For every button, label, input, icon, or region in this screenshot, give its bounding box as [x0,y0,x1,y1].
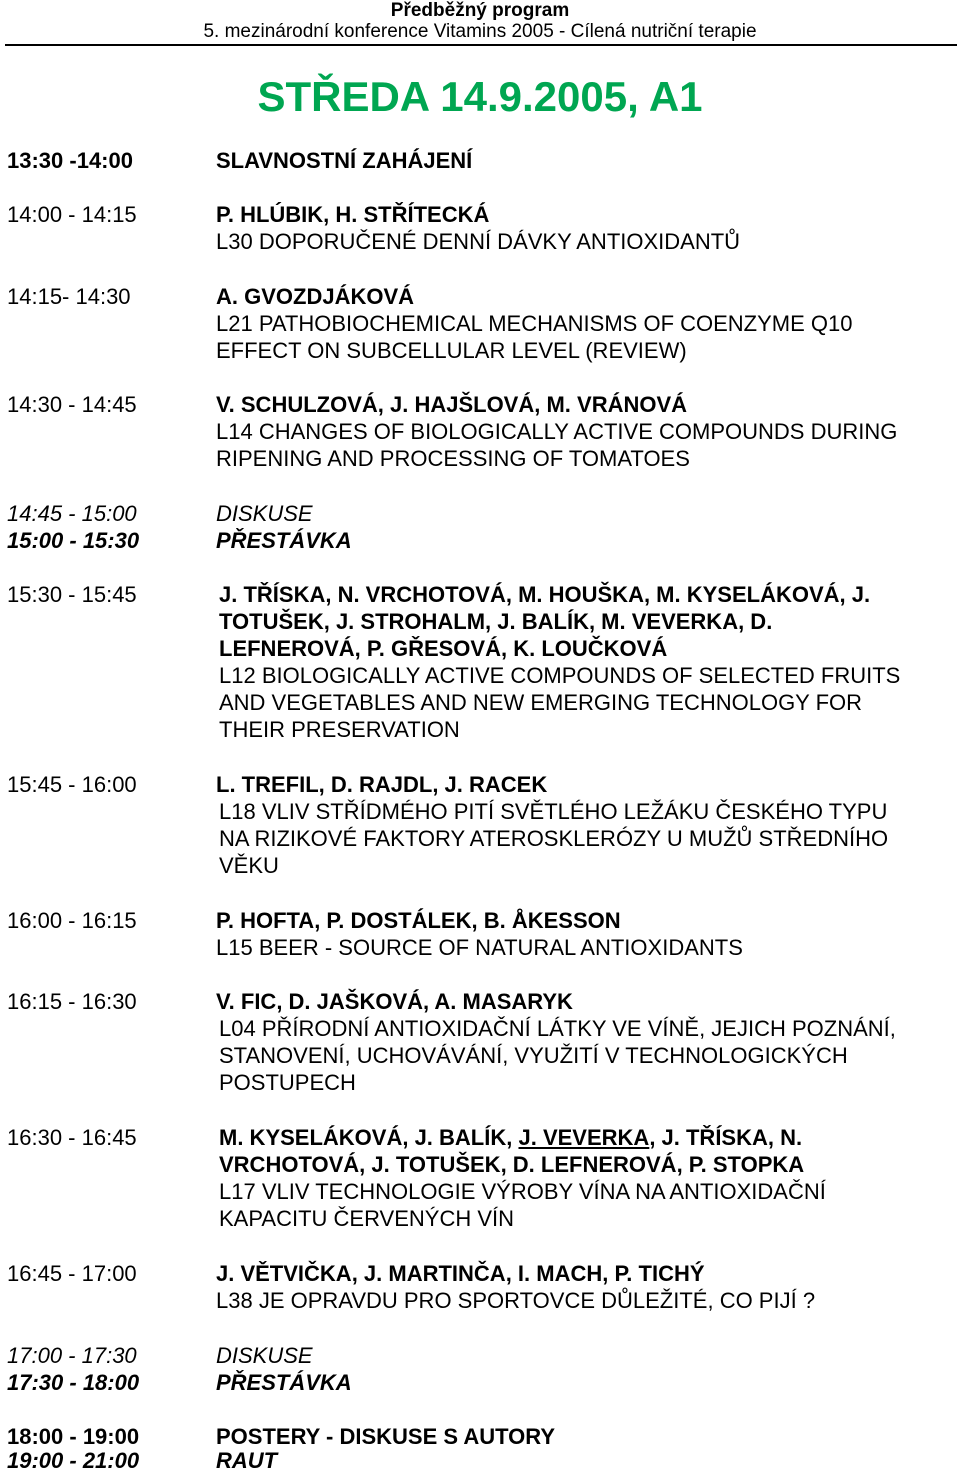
presenting-author: J. VEVERKA [518,1125,650,1150]
session-title: RIPENING AND PROCESSING OF TOMATOES [216,446,690,471]
session-authors: P. HOFTA, P. DOSTÁLEK, B. ÅKESSON [216,908,621,933]
session-authors: J. VĚTVIČKA, J. MARTINČA, I. MACH, P. TICHÝ [216,1261,705,1286]
session-title: POSTUPECH [219,1070,356,1095]
day-title: STŘEDA 14.9.2005, A1 [257,73,703,120]
session-title: L14 CHANGES OF BIOLOGICALLY ACTIVE COMPOUNDS DURING [216,419,898,444]
session-authors: TOTUŠEK, J. STROHALM, J. BALÍK, M. VEVERKA, D. [219,609,773,634]
session-title: L38 JE OPRAVDU PRO SPORTOVCE DŮLEŽITÉ, CO PIJÍ ? [216,1288,816,1313]
session-title: KAPACITU ČERVENÝCH VÍN [219,1206,515,1231]
session-time: 14:45 - 15:00 [7,501,137,526]
session-authors: V. SCHULZOVÁ, J. HAJŠLOVÁ, M. VRÁNOVÁ [216,392,688,417]
session-time: 16:00 - 16:15 [7,908,137,933]
session-time: 19:00 - 21:00 [7,1448,140,1473]
session-title: VĚKU [219,853,279,878]
author-names: , J. TŘÍSKA, N. [649,1125,803,1150]
session-authors: LEFNEROVÁ, P. GŘESOVÁ, K. LOUČKOVÁ [219,636,668,661]
session-time: 18:00 - 19:00 [7,1424,140,1449]
session-label: PŘESTÁVKA [216,528,352,553]
session-label: SLAVNOSTNÍ ZAHÁJENÍ [216,148,473,173]
session-authors: L. TREFIL, D. RAJDL, J. RACEK [216,772,548,797]
header-subtitle: 5. mezinárodní konference Vitamins 2005 - Cílená nutriční terapie [203,21,757,42]
session-label: POSTERY - DISKUSE S AUTORY [216,1424,556,1449]
session-title: EFFECT ON SUBCELLULAR LEVEL (REVIEW) [216,338,687,363]
session-time: 17:30 - 18:00 [7,1370,140,1395]
session-authors [219,1124,802,1151]
session-time: 14:15- 14:30 [7,284,131,309]
session-time: 14:00 - 14:15 [7,202,137,227]
session-time: 17:00 - 17:30 [7,1343,137,1368]
session-title: NA RIZIKOVÉ FAKTORY ATEROSKLERÓZY U MUŽŮ STŘEDNÍHO [219,826,889,851]
session-time: 13:30 -14:00 [7,148,133,173]
session-label: DISKUSE [216,501,313,526]
session-label: RAUT [216,1448,278,1473]
session-time: 15:45 - 16:00 [7,772,137,797]
session-title: L15 BEER - SOURCE OF NATURAL ANTIOXIDANTS [216,935,743,960]
session-time: 14:30 - 14:45 [7,392,137,417]
session-title: AND VEGETABLES AND NEW EMERGING TECHNOLOGY FOR [219,690,863,715]
session-authors: P. HLÚBIK, H. STŘÍTECKÁ [216,202,490,227]
session-time: 15:00 - 15:30 [7,528,140,553]
header-title: Předběžný program [390,0,570,21]
session-authors: VRCHOTOVÁ, J. TOTUŠEK, D. LEFNEROVÁ, P. STOPKA [219,1152,805,1177]
session-title: THEIR PRESERVATION [219,717,460,742]
session-authors: V. FIC, D. JAŠKOVÁ, A. MASARYK [216,989,573,1014]
session-title: L12 BIOLOGICALLY ACTIVE COMPOUNDS OF SELECTED FRUITS [219,663,901,688]
session-label: PŘESTÁVKA [216,1370,352,1395]
header-divider [5,44,957,46]
session-label: DISKUSE [216,1343,313,1368]
session-title: L30 DOPORUČENÉ DENNÍ DÁVKY ANTIOXIDANTŮ [216,229,741,254]
session-time: 16:15 - 16:30 [7,989,137,1014]
session-time: 16:30 - 16:45 [7,1125,137,1150]
session-title: L18 VLIV STŘÍDMÉHO PITÍ SVĚTLÉHO LEŽÁKU ČESKÉHO TYPU [219,799,888,824]
session-time: 16:45 - 17:00 [7,1261,137,1286]
author-names: M. KYSELÁKOVÁ, J. BALÍK, [219,1125,519,1150]
session-title: L04 PŘÍRODNÍ ANTIOXIDAČNÍ LÁTKY VE VÍNĚ, JEJICH POZNÁNÍ, [219,1016,896,1041]
session-authors: J. TŘÍSKA, N. VRCHOTOVÁ, M. HOUŠKA, M. KYSELÁKOVÁ, J. [219,582,871,607]
session-title: L21 PATHOBIOCHEMICAL MECHANISMS OF COENZYME Q10 [216,311,853,336]
session-title: L17 VLIV TECHNOLOGIE VÝROBY VÍNA NA ANTIOXIDAČNÍ [219,1179,826,1204]
session-time: 15:30 - 15:45 [7,582,137,607]
session-authors: A. GVOZDJÁKOVÁ [216,284,415,309]
session-title: STANOVENÍ, UCHOVÁVÁNÍ, VYUŽITÍ V TECHNOLOGICKÝCH [219,1043,848,1068]
